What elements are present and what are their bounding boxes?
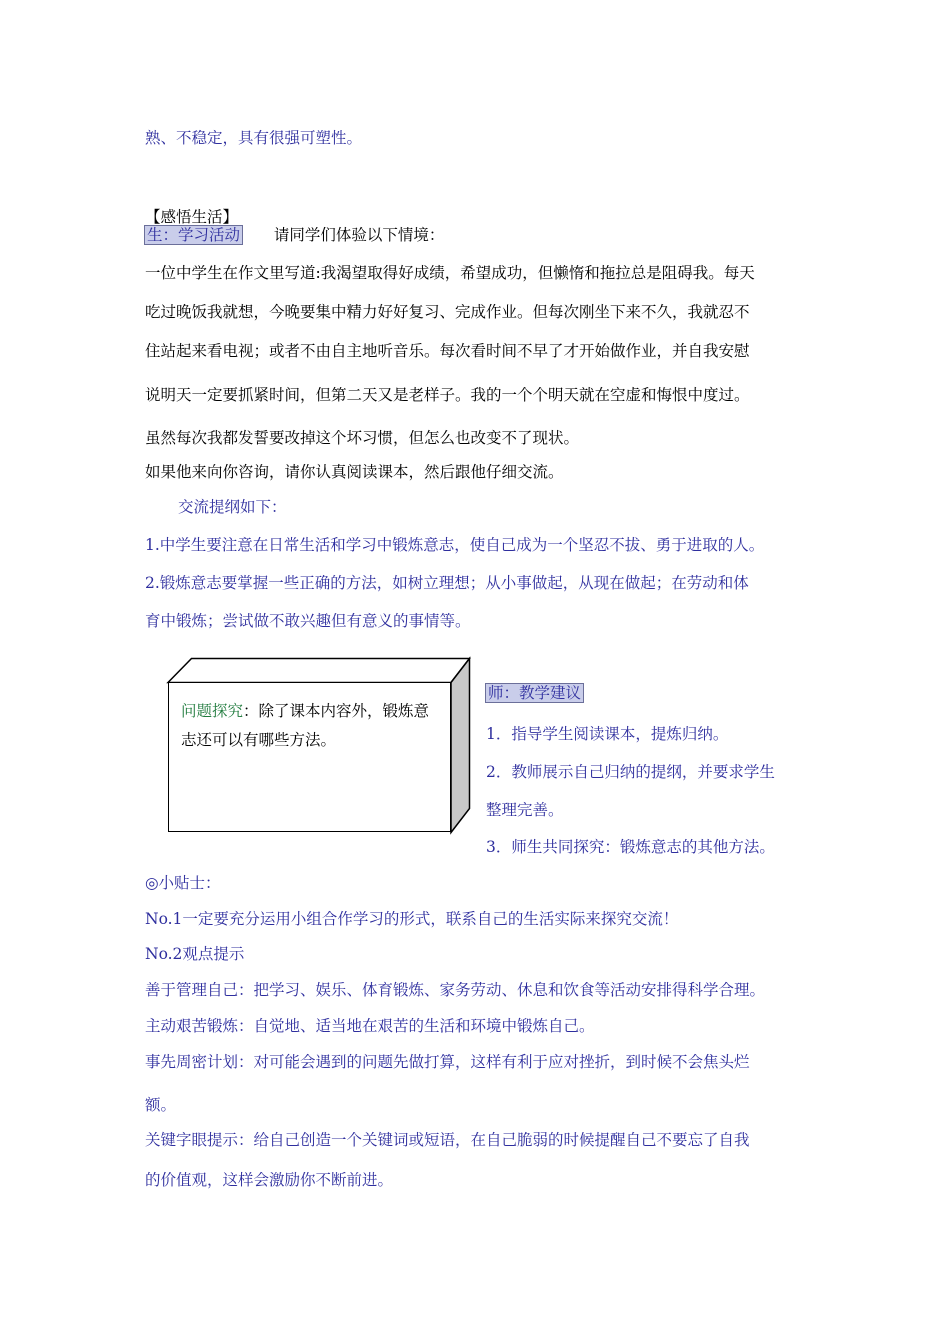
student-label: 生：学习活动 <box>147 226 241 244</box>
teacher-item: 1．指导学生阅读课本，提炼归纳。 <box>486 725 729 743</box>
inquiry-label: 问题探究 <box>181 702 244 720</box>
outline-title: 交流提纲如下： <box>178 498 287 516</box>
tip-line: 的价值观，这样会激励你不断前进。 <box>145 1171 394 1189</box>
teacher-item: 整理完善。 <box>486 801 564 819</box>
outline-item: 1.中学生要注意在日常生活和学习中锻炼意志，使自己成为一个坚忍不拔、勇于进取的人。 <box>145 536 765 554</box>
teacher-item: 3．师生共同探究：锻炼意志的其他方法。 <box>486 838 775 856</box>
tip-line: 善于管理自己：把学习、娱乐、体育锻炼、家务劳动、休息和饮食等活动安排得科学合理。 <box>145 981 766 999</box>
tip-line: 事先周密计划：对可能会遇到的问题先做打算，这样有利于应对挫折，到时候不会焦头烂 <box>145 1053 750 1071</box>
tip-line: 主动艰苦锻炼：自觉地、适当地在艰苦的生活和环境中锻炼自己。 <box>145 1017 595 1035</box>
inquiry-text: ：除了课本内容外，锻炼意志还可以有哪些方法。 <box>181 702 430 749</box>
tip-line: No.2观点提示 <box>145 945 245 963</box>
teacher-label-line <box>486 683 583 703</box>
story-line: 虽然每次我都发誓要改掉这个坏习惯，但怎么也改变不了现状。 <box>145 429 580 447</box>
outline-item: 育中锻炼；尝试做不敢兴趣但有意义的事情等。 <box>145 612 471 630</box>
story-line: 说明天一定要抓紧时间，但第二天又是老样子。我的一个个明天就在空虚和悔恨中度过。 <box>145 386 750 404</box>
text-line: 熟、不稳定，具有很强可塑性。 <box>145 129 363 147</box>
inquiry-box <box>168 682 451 832</box>
tip-line: No.1一定要充分运用小组合作学习的形式，联系自己的生活实际来探究交流！ <box>145 910 679 928</box>
story-line: 吃过晚饭我就想，今晚要集中精力好好复习、完成作业。但每次刚坐下来不久，我就忍不 <box>145 303 750 321</box>
outline-item: 2.锻炼意志要掌握一些正确的方法，如树立理想；从小事做起，从现在做起；在劳动和体 <box>145 574 749 592</box>
story-line: 一位中学生在作文里写道:我渴望取得好成绩，希望成功，但懒惰和拖拉总是阻碍我。每天 <box>145 264 755 282</box>
section-title: 【感悟生活】 <box>145 208 239 226</box>
student-intro: 请同学们体验以下情境： <box>273 226 445 244</box>
story-line: 住站起来看电视；或者不由自主地听音乐。每次看时间不早了才开始做作业，并自我安慰 <box>145 342 750 360</box>
tip-line: 额。 <box>145 1096 177 1114</box>
story-line: 如果他来向你咨询，请你认真阅读课本，然后跟他仔细交流。 <box>145 463 564 481</box>
teacher-item: 2．教师展示自己归纳的提纲，并要求学生 <box>486 763 775 781</box>
tip-line: 关键字眼提示：给自己创造一个关键词或短语，在自己脆弱的时候提醒自己不要忘了自我 <box>145 1131 750 1149</box>
teacher-label: 师：教学建议 <box>488 684 582 702</box>
tips-title: ◎小贴士： <box>145 874 221 892</box>
student-activity-line <box>145 225 444 245</box>
